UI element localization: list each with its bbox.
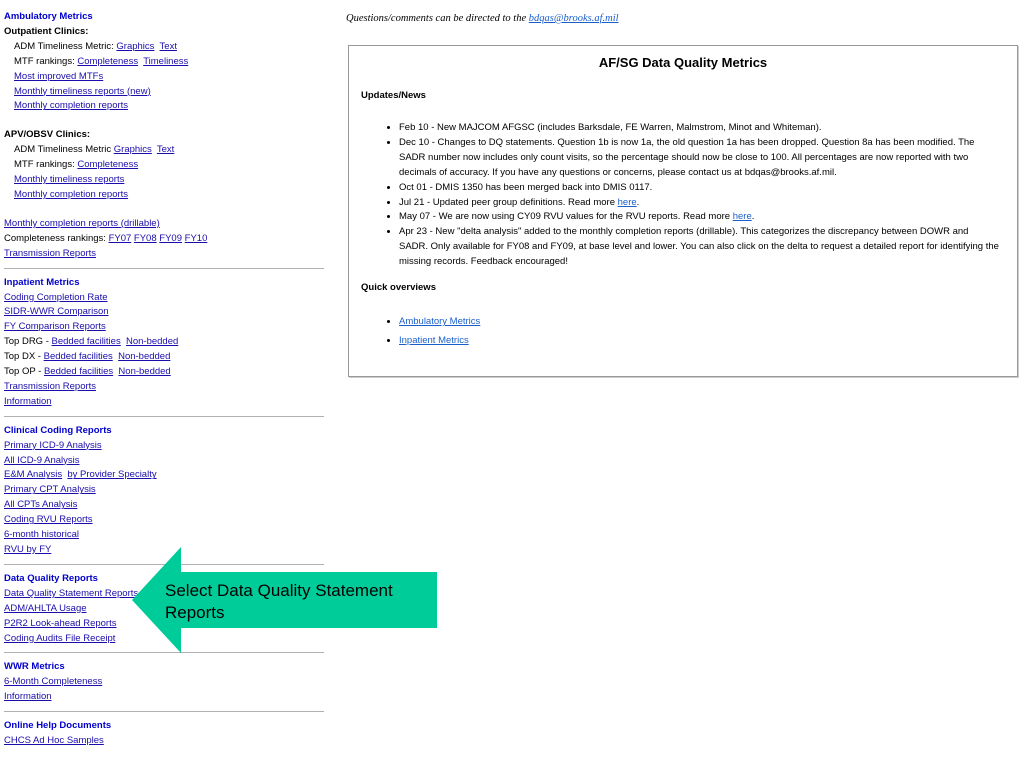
em-provider-specialty-link[interactable]: by Provider Specialty	[67, 469, 157, 481]
op-nonbedded-link[interactable]: Non-bedded	[118, 366, 171, 378]
sidr-wwr-link[interactable]: SIDR-WWR Comparison	[4, 306, 109, 318]
mtf-rankings-label: MTF rankings:	[14, 55, 78, 67]
top-drg-label: Top DRG -	[4, 336, 52, 348]
coding-completion-rate-link[interactable]: Coding Completion Rate	[4, 291, 108, 303]
callout-text: Select Data Quality Statement Reports	[165, 581, 393, 622]
news-text: Jul 21 - Updated peer group definitions. Read more	[399, 196, 618, 208]
six-month-historical-link[interactable]: 6-month historical	[4, 529, 79, 541]
em-analysis-row	[4, 468, 326, 483]
peer-group-here-link[interactable]: here	[617, 196, 637, 208]
news-text: May 07 - We are now using CY09 RVU values for the RVU reports. Read more	[399, 211, 733, 223]
top-dx-row	[4, 350, 326, 365]
news-text: Apr 23 - New "delta analysis" added to the monthly completion reports (drillable). This categorizes the discrepancy between DOWR and SADR. Only available for FY08 and FY09, at base level and lower. You can also click on the delta to request a detailed report for identifying the missing records. Feedback encouraged!	[399, 226, 999, 268]
drg-bedded-link[interactable]: Bedded facilities	[51, 336, 121, 348]
news-text-end: .	[751, 211, 755, 223]
fy-comparison-link[interactable]: FY Comparison Reports	[4, 321, 106, 333]
questions-line	[346, 13, 619, 24]
apv-monthly-completion-link[interactable]: Monthly completion reports	[14, 188, 129, 200]
divider	[4, 268, 324, 269]
coding-rvu-link[interactable]: Coding RVU Reports	[4, 514, 93, 526]
dx-bedded-link[interactable]: Bedded facilities	[43, 351, 113, 363]
apv-adm-label: ADM Timeliness Metric	[14, 144, 114, 156]
clinical-coding-title: Clinical Coding Reports	[4, 424, 112, 436]
primary-cpt-link[interactable]: Primary CPT Analysis	[4, 484, 96, 496]
apv-mtf-row	[4, 158, 326, 173]
top-drg-row	[4, 335, 326, 350]
apv-monthly-timeliness-link[interactable]: Monthly timeliness reports	[14, 174, 125, 186]
wwr-information-link[interactable]: Information	[4, 691, 52, 703]
monthly-completion-drillable-link[interactable]: Monthly completion reports (drillable)	[4, 217, 160, 229]
contact-email-link[interactable]: bdqas@brooks.af.mil	[528, 13, 619, 24]
wwr-metrics-title: WWR Metrics	[4, 661, 65, 673]
apv-obsv-label: APV/OBSV Clinics:	[4, 129, 91, 141]
top-dx-label: Top DX -	[4, 351, 44, 363]
divider	[4, 416, 324, 417]
fy09-link[interactable]: FY09	[159, 232, 182, 244]
news-item	[399, 225, 999, 270]
em-analysis-link[interactable]: E&M Analysis	[4, 469, 63, 481]
news-text: Feb 10 - New MAJCOM AFGSC (includes Barksdale, FE Warren, Malmstrom, Minot and Whiteman).	[399, 122, 822, 133]
op-bedded-link[interactable]: Bedded facilities	[43, 366, 114, 378]
mtf-timeliness-link[interactable]: Timeliness	[143, 55, 189, 67]
apv-adm-text-link[interactable]: Text	[156, 144, 175, 156]
news-text: Oct 01 - DMIS 1350 has been merged back into DMIS 0117.	[399, 181, 653, 193]
news-list	[349, 121, 999, 270]
news-text: Dec 10 - Changes to DQ statements. Question 1b is now 1a, the old question 1a has been dropped. Question 8a has been modified. The SADR number now includes only count visits, so the percentage should now be close to 100. All percentages are now reported with two decimals of accuracy. If you have any questions or concerns, please contact us at bdqas@brooks.af.mil.	[399, 136, 975, 178]
monthly-timeliness-new-link[interactable]: Monthly timeliness reports (new)	[14, 85, 151, 97]
adm-timeliness-row	[4, 40, 326, 55]
news-item	[399, 210, 999, 225]
apv-adm-graphics-link[interactable]: Graphics	[113, 144, 152, 156]
fy10-link[interactable]: FY10	[184, 232, 208, 244]
quick-item	[399, 332, 1017, 351]
outpatient-clinics-label: Outpatient Clinics:	[4, 25, 89, 37]
quick-ambulatory-link[interactable]: Ambulatory Metrics	[399, 316, 481, 328]
rvu-by-fy-link[interactable]: RVU by FY	[4, 544, 52, 555]
mtf-completeness-link[interactable]: Completeness	[77, 55, 139, 67]
divider	[4, 711, 324, 712]
p2r2-lookahead-link[interactable]: P2R2 Look-ahead Reports	[4, 617, 117, 629]
dq-statement-reports-link[interactable]: Data Quality Statement Reports	[4, 587, 139, 599]
monthly-completion-link[interactable]: Monthly completion reports	[14, 100, 129, 112]
quick-overviews-heading: Quick overviews	[361, 282, 436, 294]
fy08-link[interactable]: FY08	[133, 232, 157, 244]
adm-graphics-link[interactable]: Graphics	[116, 40, 155, 52]
mtf-rankings-row	[4, 55, 326, 70]
adm-text-link[interactable]: Text	[159, 40, 177, 52]
dx-nonbedded-link[interactable]: Non-bedded	[118, 351, 171, 363]
drg-nonbedded-link[interactable]: Non-bedded	[125, 336, 179, 348]
top-op-row	[4, 365, 326, 380]
six-month-completeness-link[interactable]: 6-Month Completeness	[4, 676, 103, 688]
quick-item	[399, 313, 1017, 332]
quick-inpatient-link[interactable]: Inpatient Metrics	[399, 334, 469, 346]
adm-timeliness-label: ADM Timeliness Metric:	[14, 40, 117, 52]
news-item	[399, 181, 999, 196]
all-icd9-link[interactable]: All ICD-9 Analysis	[4, 454, 80, 466]
ambulatory-metrics-title: Ambulatory Metrics	[4, 11, 93, 22]
questions-text: Questions/comments can be directed to the	[346, 13, 529, 24]
all-cpts-link[interactable]: All CPTs Analysis	[4, 499, 78, 511]
news-item	[399, 196, 999, 211]
most-improved-link[interactable]: Most improved MTFs	[14, 70, 104, 82]
apv-adm-row	[4, 143, 326, 158]
inpatient-transmission-link[interactable]: Transmission Reports	[4, 380, 97, 392]
completeness-rankings-row	[4, 232, 326, 247]
quick-overviews-list	[349, 313, 1017, 350]
completeness-rankings-label: Completeness rankings:	[4, 232, 109, 244]
chcs-adhoc-link[interactable]: CHCS Ad Hoc Samples	[4, 735, 104, 747]
news-text-end: .	[636, 196, 640, 208]
online-help-title: Online Help Documents	[4, 720, 112, 732]
news-item	[399, 136, 999, 181]
coding-audits-link[interactable]: Coding Audits File Receipt	[4, 632, 116, 644]
inpatient-metrics-title: Inpatient Metrics	[4, 276, 80, 288]
rvu-here-link[interactable]: here	[732, 211, 752, 223]
top-op-label: Top OP -	[4, 366, 44, 378]
panel-title: AF/SG Data Quality Metrics	[598, 55, 768, 70]
news-item	[399, 121, 999, 136]
main-panel	[348, 45, 1018, 377]
primary-icd9-link[interactable]: Primary ICD-9 Analysis	[4, 439, 102, 451]
fy07-link[interactable]: FY07	[108, 232, 132, 244]
data-quality-title: Data Quality Reports	[4, 572, 98, 584]
updates-news-heading: Updates/News	[361, 90, 426, 101]
ambulatory-transmission-link[interactable]: Transmission Reports	[4, 247, 97, 259]
inpatient-information-link[interactable]: Information	[4, 395, 52, 407]
adm-ahlta-usage-link[interactable]: ADM/AHLTA Usage	[4, 602, 87, 614]
apv-mtf-label: MTF rankings:	[14, 159, 78, 171]
apv-mtf-completeness-link[interactable]: Completeness	[77, 159, 139, 171]
